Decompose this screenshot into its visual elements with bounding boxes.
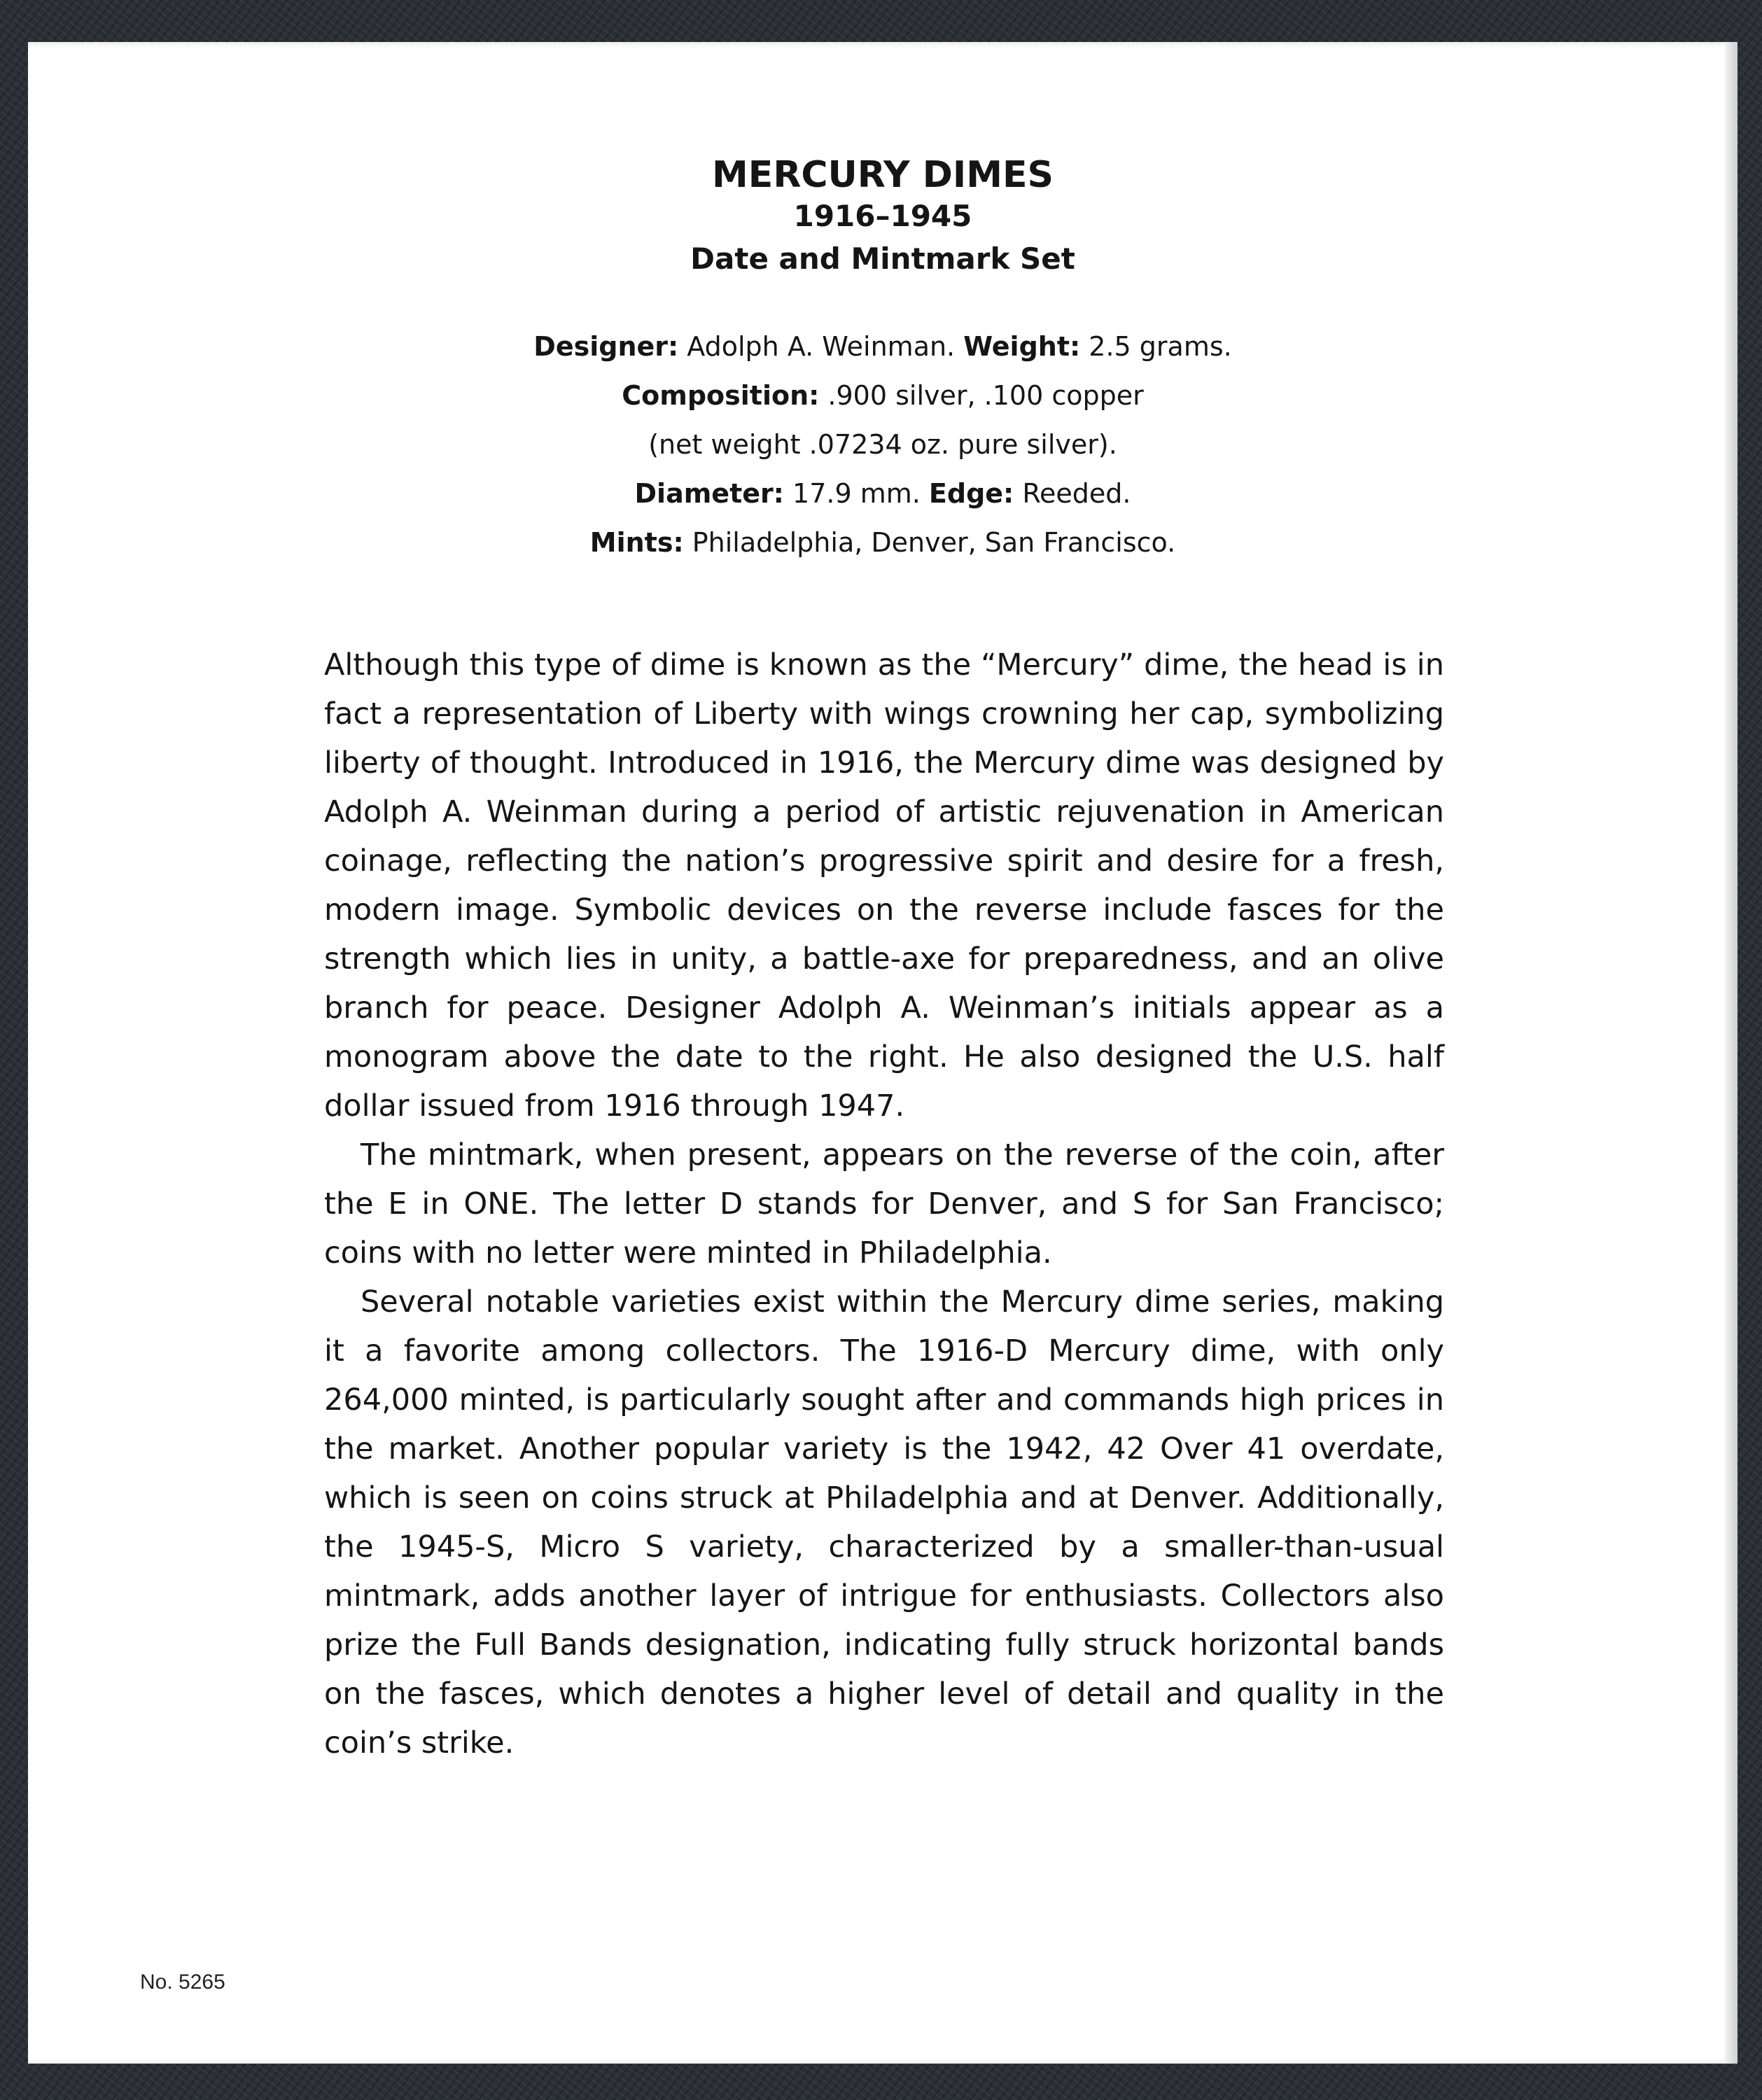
catalog-number: No. 5265 <box>140 1970 225 1994</box>
mints-label: Mints: <box>589 527 684 558</box>
diameter-value: 17.9 mm. <box>783 478 929 509</box>
years-subtitle: 1916–1945 <box>793 199 972 233</box>
spec-line-diameter-edge <box>28 469 1737 518</box>
spec-line-net-weight: (net weight .07234 oz. pure silver). <box>648 429 1117 460</box>
set-subtitle: Date and Mintmark Set <box>690 241 1075 276</box>
diameter-label: Diameter: <box>634 478 784 509</box>
spec-line-composition <box>28 371 1737 420</box>
album-page <box>28 42 1737 2064</box>
weight-value: 2.5 grams. <box>1080 331 1232 362</box>
page-title: MERCURY DIMES <box>712 154 1054 196</box>
spec-line-mints <box>28 518 1737 567</box>
composition-value: .900 silver, .100 copper <box>819 380 1144 411</box>
paragraph-mintmark: The mintmark, when present, appears on the reverse of the coin, after the E in ONE. The letter D stands for Denver, and S for San Francisco; coins with no letter were minted in Philadelphia. <box>324 1138 1444 1270</box>
paragraph-history: Although this type of dime is known as the “Mercury” dime, the head is in fact a representation of Liberty with wings crowning her cap, symbolizing liberty of thought. Introduced in 1916, the Mercury dime was designed by Adolph A. Weinman during a period of artistic rejuvenation in American coinage, reflecting the nation’s progressive spirit and desire for a fresh, modern image. Symbolic devices on the reverse include fasces for the strength which lies in unity, a battle-axe for preparedness, and an olive branch for peace. Designer Adolph A. Weinman’s initials appear as a monogram above the date to the right. He also designed the U.S. half dollar issued from 1916 through 1947. <box>324 648 1444 1124</box>
description-text <box>324 640 1444 1768</box>
designer-value: Adolph A. Weinman. <box>678 331 964 362</box>
edge-value: Reeded. <box>1014 478 1131 509</box>
weight-label: Weight: <box>963 331 1081 362</box>
specifications <box>28 322 1737 567</box>
paragraph-varieties: Several notable varieties exist within the Mercury dime series, making it a favorite among collectors. The 1916-D Mercury dime, with only 264,000 minted, is particularly sought after and commands high prices in the market. Another popular variety is the 1942, 42 Over 41 overdate, which is seen on coins struck at Philadelphia and at Denver. Additionally, the 1945-S, Micro S variety, characterized by a smaller-than-usual mintmark, adds another layer of intrigue for enthusiasts. Collectors also prize the Full Bands designation, indicating fully struck horizontal bands on the fasces, which denotes a higher level of detail and quality in the coin’s strike. <box>324 1284 1444 1760</box>
designer-label: Designer: <box>533 331 679 362</box>
edge-label: Edge: <box>928 478 1014 509</box>
mints-value: Philadelphia, Denver, San Francisco. <box>683 527 1176 558</box>
composition-label: Composition: <box>622 380 820 411</box>
spec-line-designer-weight <box>28 322 1737 371</box>
